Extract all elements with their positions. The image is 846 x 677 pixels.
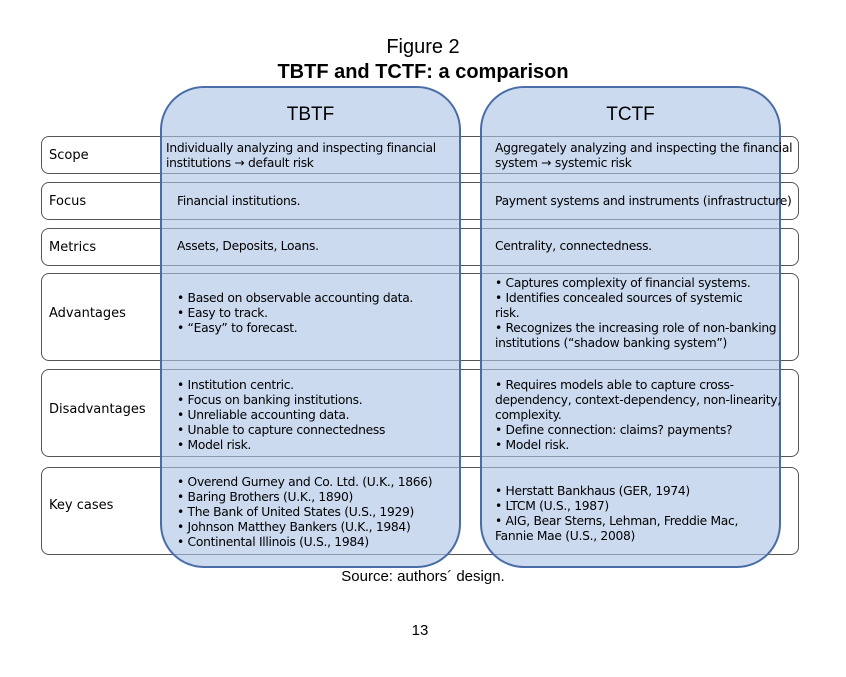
page-number: 13 [411, 622, 429, 639]
cell-line: • Johnson Matthey Bankers (U.K., 1984) [177, 520, 411, 534]
cell-line: • Institution centric. [177, 378, 294, 392]
key-cases-tctf-cell [495, 484, 738, 544]
cell-line: • The Bank of United States (U.S., 1929) [177, 505, 415, 519]
advantages-tbtf-cell [177, 291, 413, 336]
key-cases-tbtf-cell [177, 475, 432, 550]
cell-line: • Herstatt Bankhaus (GER, 1974) [495, 484, 690, 498]
cell-line: institutions (“shadow banking system”) [495, 336, 727, 350]
scope-tctf-cell [495, 141, 792, 171]
figure-label: Figure 2 [386, 36, 460, 58]
cell-line: complexity. [495, 408, 562, 422]
row-label-disadvantages: Disadvantages [49, 402, 146, 417]
row-label-scope: Scope [49, 148, 89, 163]
cell-line: • Focus on banking institutions. [177, 393, 363, 407]
cell-line: system → systemic risk [495, 156, 632, 170]
cell-line: risk. [495, 306, 520, 320]
cell-line: Payment systems and instruments (infrastructure) [495, 194, 792, 208]
cell-line: institutions → default risk [166, 156, 314, 170]
cell-line: • Model risk. [177, 438, 252, 452]
disadvantages-tctf-cell [495, 378, 781, 453]
metrics-tbtf-cell [177, 239, 319, 254]
figure-title: TBTF and TCTF: a comparison [277, 61, 569, 83]
cell-line: • Define connection: claims? payments? [495, 423, 733, 437]
cell-line: • AIG, Bear Sterns, Lehman, Freddie Mac, [495, 514, 739, 528]
cell-line: Assets, Deposits, Loans. [177, 239, 319, 253]
cell-line: • Model risk. [495, 438, 570, 452]
cell-line: Aggregately analyzing and inspecting the financial [495, 141, 793, 155]
cell-line: • “Easy” to forecast. [177, 321, 298, 335]
focus-tctf-cell [495, 194, 791, 209]
cell-line: • Identifies concealed sources of systemic [495, 291, 743, 305]
cell-line: • Easy to track. [177, 306, 268, 320]
cell-line: • Captures complexity of financial systems. [495, 276, 751, 290]
row-label-metrics: Metrics [49, 240, 97, 255]
cell-line: dependency, context-dependency, non-linearity, [495, 393, 781, 407]
cell-line: • Recognizes the increasing role of non-banking [495, 321, 777, 335]
metrics-tctf-cell [495, 239, 652, 254]
cell-line: Centrality, connectedness. [495, 239, 652, 253]
row-label-focus: Focus [49, 194, 87, 209]
cell-line: Fannie Mae (U.S., 2008) [495, 529, 636, 543]
row-label-key-cases: Key cases [49, 498, 114, 513]
cell-line: • Unable to capture connectedness [177, 423, 386, 437]
cell-line: • Baring Brothers (U.K., 1890) [177, 490, 353, 504]
focus-tbtf-cell [177, 194, 300, 209]
tbtf-column-header: TBTF [286, 104, 335, 125]
row-label-advantages: Advantages [49, 306, 126, 321]
advantages-tctf-cell [495, 276, 776, 351]
scope-tbtf-cell [166, 141, 436, 171]
tctf-column-header: TCTF [606, 104, 655, 125]
cell-line: • Unreliable accounting data. [177, 408, 350, 422]
cell-line: • LTCM (U.S., 1987) [495, 499, 609, 513]
cell-line: • Continental Illinois (U.S., 1984) [177, 535, 369, 549]
figure-source: Source: authors´ design. [341, 568, 505, 585]
cell-line: • Based on observable accounting data. [177, 291, 414, 305]
cell-line: Individually analyzing and inspecting financial [166, 141, 436, 155]
cell-line: Financial institutions. [177, 194, 301, 208]
disadvantages-tbtf-cell [177, 378, 385, 453]
cell-line: • Requires models able to capture cross- [495, 378, 734, 392]
cell-line: • Overend Gurney and Co. Ltd. (U.K., 1866) [177, 475, 433, 489]
